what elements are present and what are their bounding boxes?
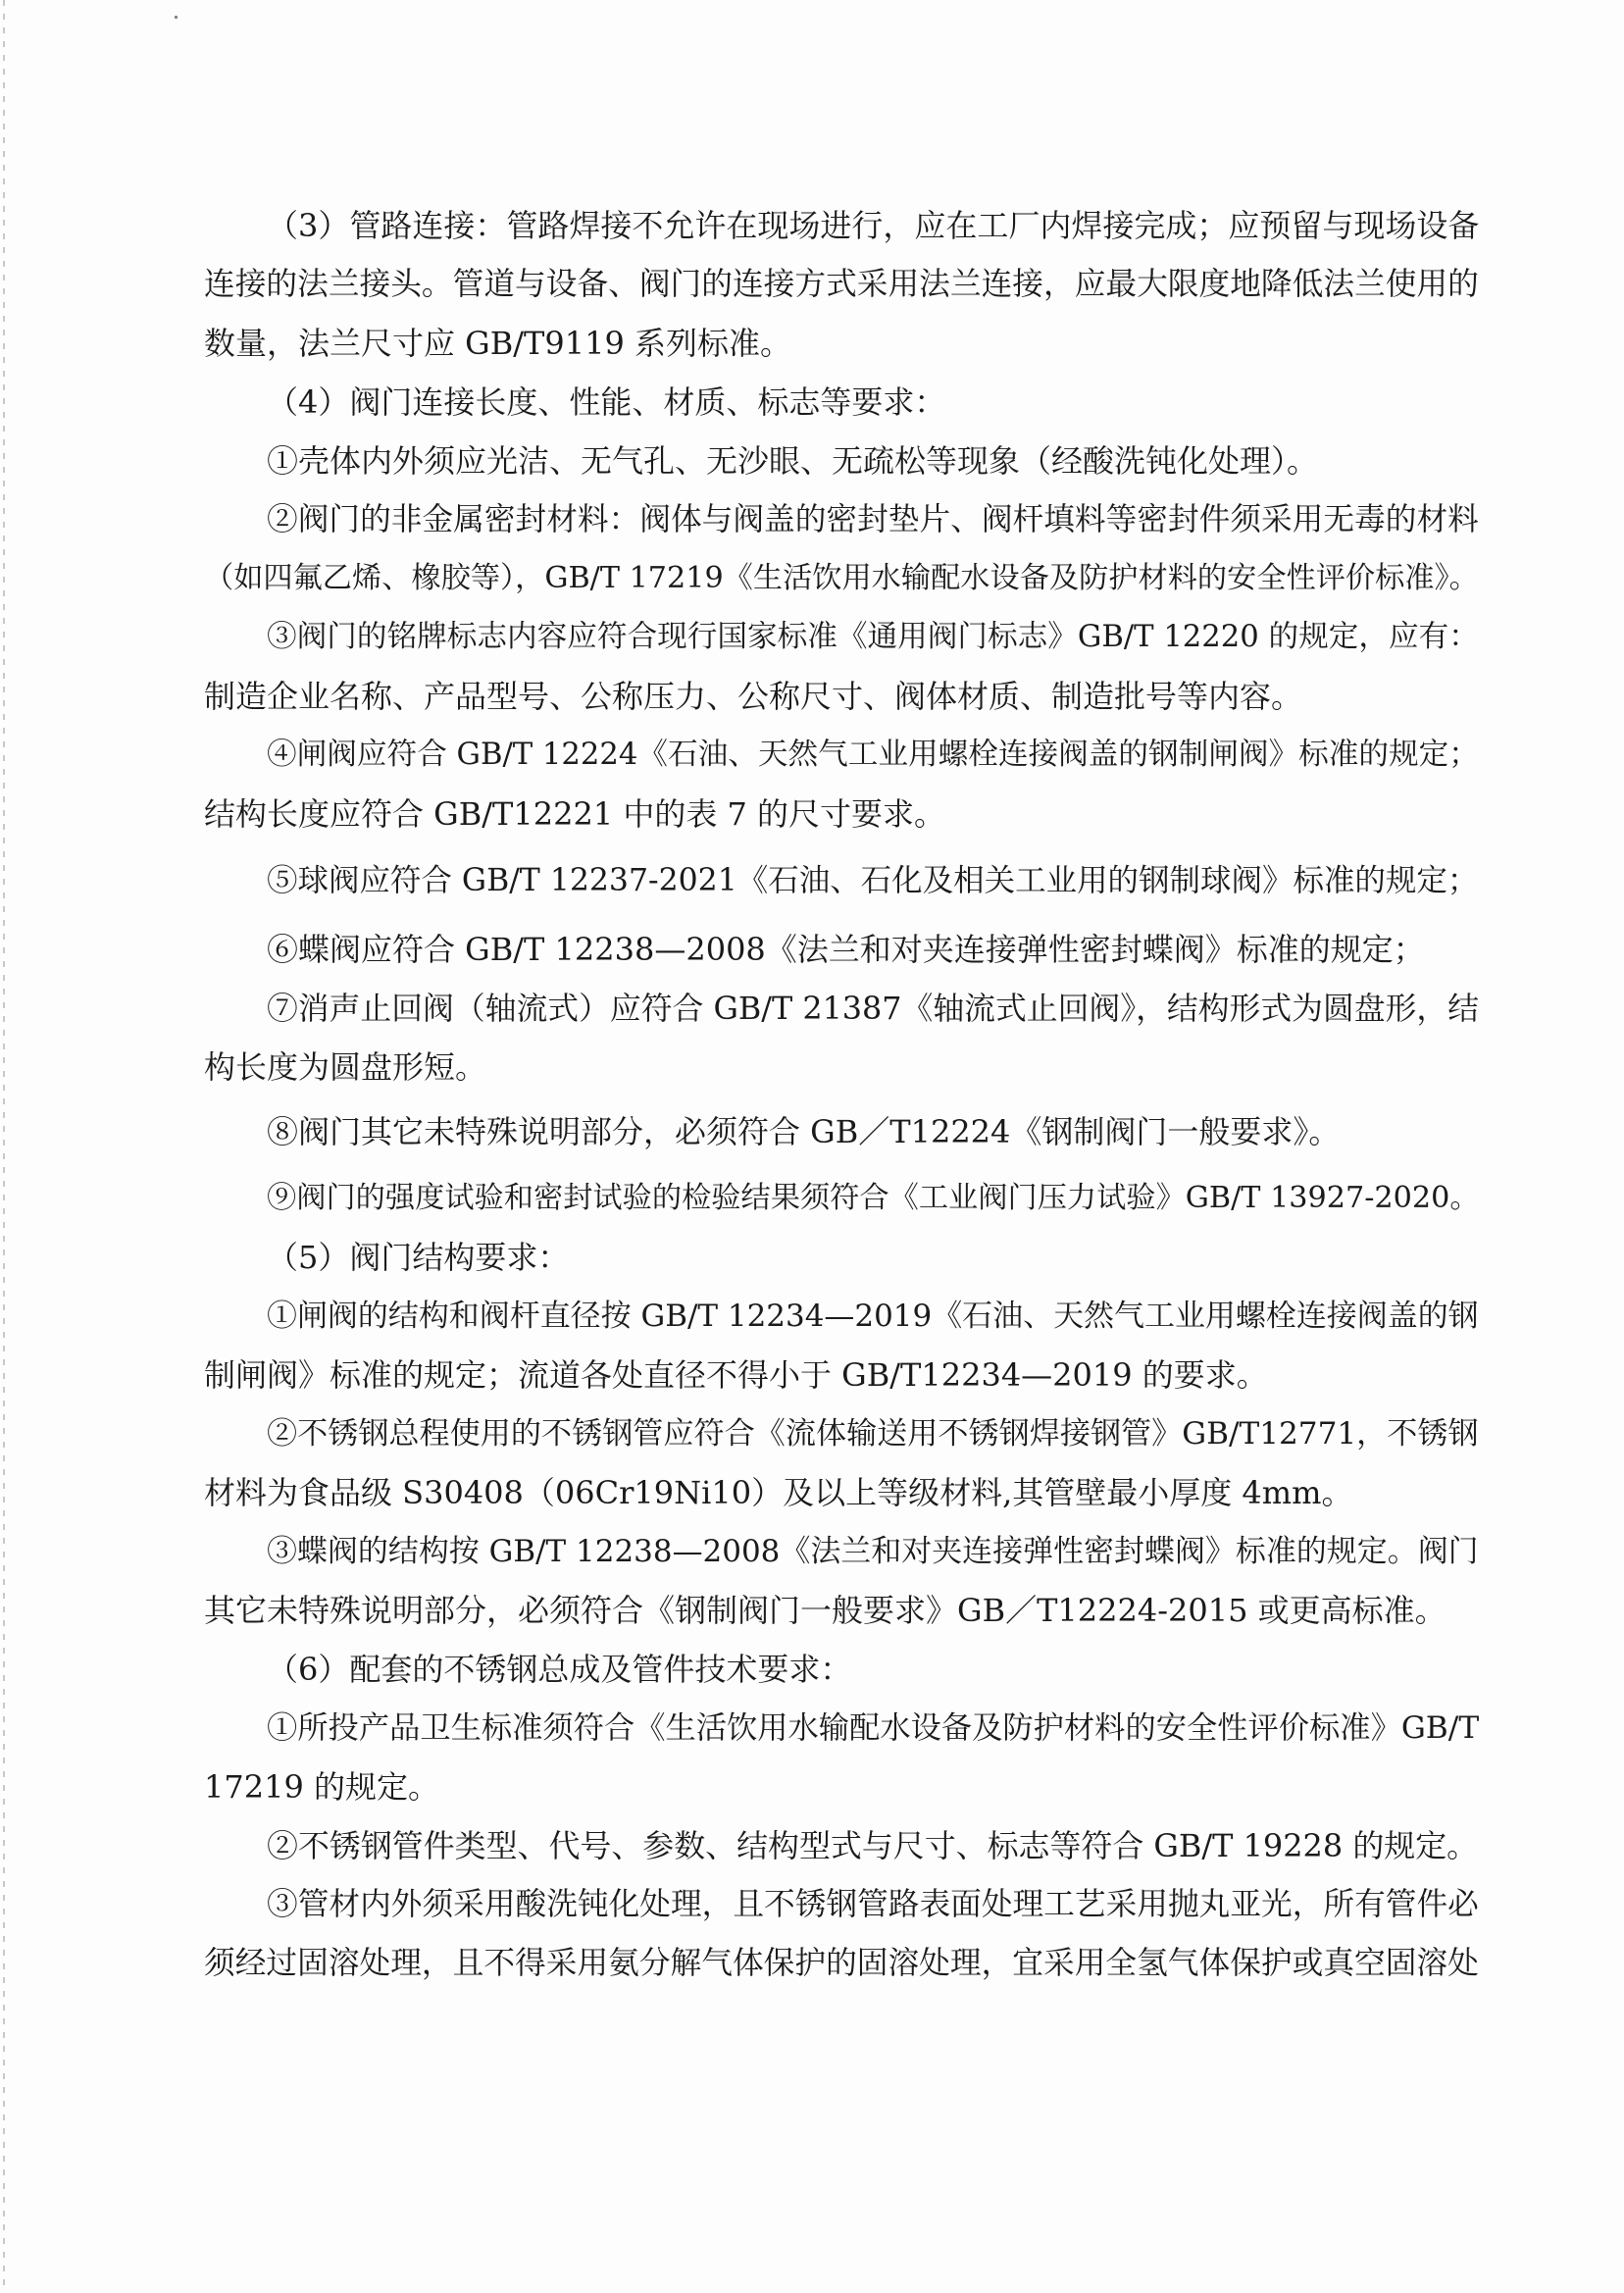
text-line: 其它未特殊说明部分，必须符合《钢制阀门一般要求》GB／T12224-2015 或更高标准。 (204, 1592, 1446, 1629)
text-line: ①闸阀的结构和阀杆直径按 GB/T 12234—2019《石油、天然气工业用螺栓连接阀盖的钢 (267, 1299, 1479, 1334)
text-line: ②不锈钢管件类型、代号、参数、结构型式与尺寸、标志等符合 GB/T 19228 的规定。 (267, 1827, 1479, 1864)
text-line: ④闸阀应符合 GB/T 12224《石油、天然气工业用螺栓连接阀盖的钢制闸阀》标准的规定； (267, 738, 1479, 772)
text-line: ③蝶阀的结构按 GB/T 12238—2008《法兰和对夹连接弹性密封蝶阀》标准的规定。阀门 (267, 1534, 1479, 1569)
text-line: （4）阀门连接长度、性能、材质、标志等要求： (267, 383, 946, 421)
text-line: ②不锈钢总程使用的不锈钢管应符合《流体输送用不锈钢焊接钢管》GB/T12771，不锈钢 (267, 1416, 1479, 1452)
text-line: ⑨阀门的强度试验和密封试验的检验结果须符合《工业阀门压力试验》GB/T 13927-2020。 (267, 1181, 1480, 1215)
text-line: 17219 的规定。 (204, 1768, 439, 1806)
text-line: ①壳体内外须应光洁、无气孔、无沙眼、无疏松等现象（经酸洗钝化处理）。 (267, 442, 1319, 480)
scan-dot (175, 16, 178, 19)
text-line: 连接的法兰接头。管道与设备、阀门的连接方式采用法兰连接，应最大限度地降低法兰使用的 (204, 267, 1479, 302)
text-line: 材料为食品级 S30408（06Cr19Ni10）及以上等级材料,其管壁最小厚度 4mm。 (204, 1474, 1353, 1511)
text-line: ③管材内外须采用酸洗钝化处理，且不锈钢管路表面处理工艺采用抛丸亚光，所有管件必 (267, 1887, 1479, 1922)
text-line: （6）配套的不锈钢总成及管件技术要求： (267, 1651, 852, 1688)
text-line: 构长度为圆盘形短。 (204, 1048, 487, 1086)
text-line: 制闸阀》标准的规定；流道各处直径不得小于 GB/T12234—2019 的要求。 (204, 1356, 1268, 1394)
text-line: 制造企业名称、产品型号、公称压力、公称尺寸、阀体材质、制造批号等内容。 (204, 678, 1303, 715)
document-body (204, 196, 1479, 1993)
text-line: （3）管路连接：管路焊接不允许在现场进行，应在工厂内焊接完成；应预留与现场设备 (267, 207, 1480, 244)
text-line: ⑥蝶阀应符合 GB/T 12238—2008《法兰和对夹连接弹性密封蝶阀》标准的规定； (267, 931, 1425, 968)
text-line: 数量，法兰尺寸应 GB/T9119 系列标准。 (204, 325, 791, 362)
text-line: ①所投产品卫生标准须符合《生活饮用水输配水设备及防护材料的安全性评价标准》GB/T (267, 1710, 1480, 1746)
text-line: ⑧阀门其它未特殊说明部分，必须符合 GB／T12224《钢制阀门一般要求》。 (267, 1113, 1341, 1150)
text-line: ③阀门的铭牌标志内容应符合现行国家标准《通用阀门标志》GB/T 12220 的规定，应有： (267, 620, 1479, 654)
text-line: ⑦消声止回阀（轴流式）应符合 GB/T 21387《轴流式止回阀》，结构形式为圆盘形，结 (267, 990, 1480, 1027)
text-line: （5）阀门结构要求： (267, 1239, 570, 1276)
text-line: ⑤球阀应符合 GB/T 12237-2021《石油、石化及相关工业用的钢制球阀》标准的规定； (267, 863, 1479, 898)
text-line: （如四氟乙烯、橡胶等），GB/T 17219《生活饮用水输配水设备及防护材料的安全性评价标准》。 (204, 561, 1479, 595)
text-line: ②阀门的非金属密封材料：阀体与阀盖的密封垫片、阀杆填料等密封件须采用无毒的材料 (267, 502, 1479, 537)
text-line: 结构长度应符合 GB/T12221 中的表 7 的尺寸要求。 (204, 795, 946, 833)
text-line: 须经过固溶处理，且不得采用氨分解气体保护的固溶处理，宜采用全氢气体保护或真空固溶处 (204, 1946, 1479, 1981)
scan-edge-divider (3, 0, 5, 2293)
